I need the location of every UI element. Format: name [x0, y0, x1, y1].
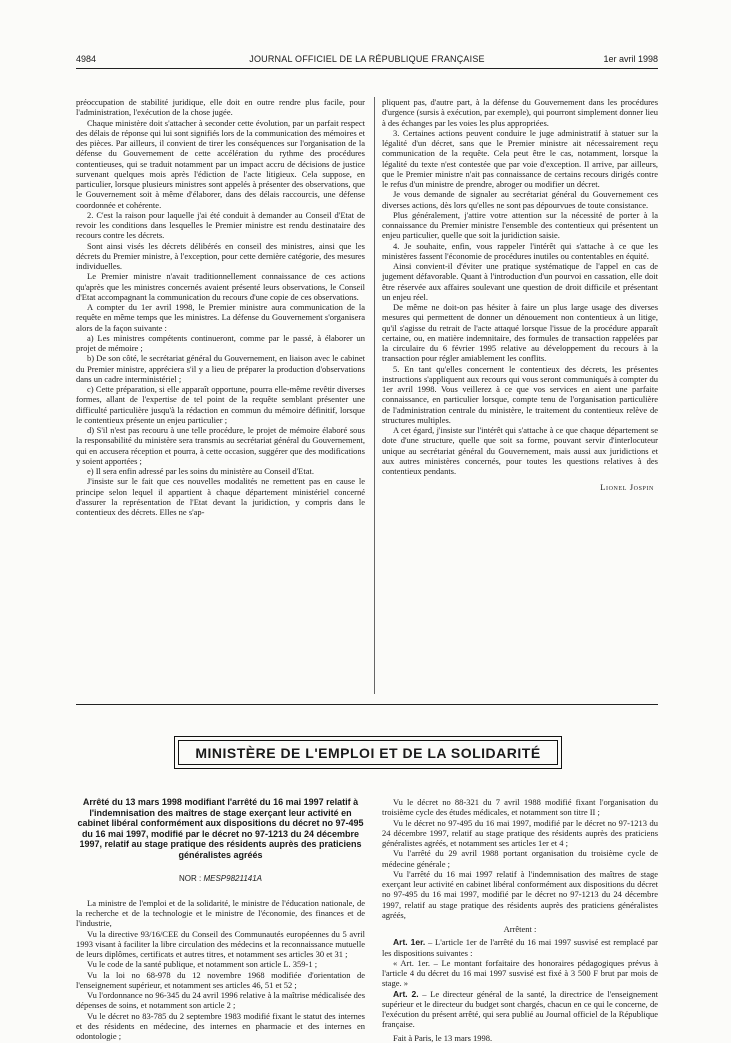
paragraph: b) De son côté, le secrétariat général du Gouvernement, en liaison avec le cabinet du Premier ministre, appréciera s'il y a lieu de préparer la production d'observations dans un cadre interministériel ;: [76, 353, 365, 384]
section-rule: [76, 704, 658, 705]
paragraph: Sont ainsi visés les décrets délibérés en conseil des ministres, ainsi que les décrets du Premier ministre, à l'exception, pour cette dernière catégorie, des mesures individuelles.: [76, 240, 365, 271]
paragraph: préoccupation de stabilité juridique, elle doit en outre rendre plus facile, pour l'administration, l'exécution de la chose jugée.: [76, 97, 365, 118]
paragraph: A compter du 1er avril 1998, le Premier ministre aura communication de la requête en même temps que les ministres. La défense du Gouvernement s'organisera alors de la façon suivante :: [76, 302, 365, 333]
paragraph: Ainsi convient-il d'éviter une pratique systématique de l'appel en cas de jugement défavorable. Quant à l'introduction d'un pourvoi en cassation, elle doit être réservée aux affaires soulevant une question de droit difficile et présentant un enjeu réel.: [382, 261, 658, 302]
paragraph: 2. C'est la raison pour laquelle j'ai été conduit à demander au Conseil d'Etat de revoir les conditions dans lesquelles le Premier ministre est rendu destinataire des recours contre les décrets.: [76, 209, 365, 241]
paragraph: Vu le code de la santé publique, et notamment son article L. 359-1 ;: [87, 959, 318, 970]
arrete-right-column: [382, 797, 658, 1043]
paragraph: c) Cette préparation, si elle apparaît opportune, pourra elle-même revêtir diverses formes, allant de l'expertise de tel point de la requête semblant présenter une difficulté particulière jusqu'à la rédaction en commun du mémoire définitif, lorsque le contentieux présente un enjeu particulier ;: [76, 384, 365, 425]
paragraph: Vu le décret no 97-495 du 16 mai 1997, modifié par le décret no 97-1213 du 24 décembre 1997, relatif au stage pratique des résidents auprès des praticiens généralistes agréés, et notamment ses articles 1er et 4 ;: [382, 817, 658, 848]
paragraph: Vu le décret no 83-785 du 2 septembre 1983 modifié fixant le statut des internes et des résidents en médecine, des internes en pharmacie et des internes en odontologie ;: [76, 1010, 365, 1042]
paragraph: Vu la loi no 68-978 du 12 novembre 1968 modifiée d'orientation de l'enseignement supérieur, et notamment ses articles 46, 51 et 52 ;: [76, 969, 365, 990]
paragraph: Je vous demande de signaler au secrétariat général du Gouvernement ces diverses actions, dès lors qu'elles ne sont pas dépourvues de toute consistance.: [382, 189, 658, 210]
arrete-left-column: [76, 797, 365, 1041]
nor-label: NOR :: [178, 873, 202, 883]
paragraph: Vu l'arrêté du 16 mai 1997 relatif à l'indemnisation des maîtres de stage exerçant leur activité en cabinet libéral conformément aux dispositions du décret no 97-495 du 16 mai 1997, modifié par le décret no 97-1213 du 24 décembre 1997, relatif au stage pratique des résidents auprès des praticiens généralistes agréés,: [382, 868, 658, 920]
done-at: Fait à Paris, le 13 mars 1998.: [393, 1032, 493, 1043]
paragraph: La ministre de l'emploi et de la solidarité, le ministre de l'éducation nationale, de la recherche et de la technologie et le ministre de l'économie, des finances et de l'industrie,: [76, 897, 365, 929]
paragraph: De même ne doit-on pas hésiter à faire un plus large usage des diverses mesures qui permettent de donner un dénouement non contentieux à un litige, qu'il s'agisse du retrait de l'acte attaqué lorsque l'issue de la procédure apparaît certaine, ou, en matière indemnitaire, des formules de transaction rappelées par la circulaire du 6 février 1995 relative au développement du recours à la transaction pour régler amiablement les conflits.: [382, 302, 658, 364]
paragraph: a) Les ministres compétents continueront, comme par le passé, à élaborer un projet de mémoire ;: [76, 332, 365, 353]
article-1-label: Art. 1er.: [393, 937, 426, 948]
paragraph: A cet égard, j'insiste sur l'intérêt qui s'attache à ce que chaque département se dote d'une structure, quelle que soit sa forme, pouvant servir d'interlocuteur unique au secrétariat général du Gouvernement, mais aussi aux juridictions et aux autres ministères concernés, pour toutes les questions relatives à des contentieux pendants.: [382, 425, 658, 476]
paragraph: e) Il sera enfin adressé par les soins du ministère au Conseil d'Etat.: [87, 466, 314, 476]
paragraph: 4. Je souhaite, enfin, vous rappeler l'intérêt qui s'attache à ce que les ministères fassent l'économie de procédures inutiles ou contentables en équité.: [382, 240, 658, 261]
arretent: Arrêtent :: [503, 924, 537, 934]
paragraph: pliquent pas, d'autre part, à la défense du Gouvernement dans les procédures d'urgence (sursis à exécution, par exemple), qui pourront simplement donner lieu à des échanges par les voies les plus appropriées.: [382, 97, 658, 128]
paragraph: Le Premier ministre n'avait traditionnellement connaissance de ces actions qu'après que les ministres concernés avaient présenté leurs observations, le Conseil d'Etat accompagnant la communication du recours d'une copie de ces observations.: [76, 271, 365, 302]
header-rule: [76, 68, 658, 69]
signature: Lionel Jospin: [600, 482, 654, 493]
circular-left-column: [76, 97, 365, 517]
circular-right-column: [382, 97, 658, 493]
ministry-heading: MINISTÈRE DE L'EMPLOI ET DE LA SOLIDARITÉ: [178, 740, 558, 765]
paragraph: J'insiste sur le fait que ces nouvelles modalités ne remettent pas en cause le principe selon lequel il appartient à chaque département ministériel concerné d'assurer la représentation de l'Etat devant la juridiction, y compris dans le contentieux des décrets. Elles ne s'ap-: [76, 476, 365, 517]
paragraph: Plus généralement, j'attire votre attention sur la nécessité de porter à la connaissance du Premier ministre l'ensemble des contentieux qui présentent un enjeu particulier, quelle que soit la juridiction saisie.: [382, 209, 658, 241]
paragraph: Vu l'ordonnance no 96-345 du 24 avril 1996 relative à la maîtrise médicalisée des dépenses de soins, et notamment son article 2 ;: [76, 990, 365, 1011]
issue-date: 1er avril 1998: [603, 54, 658, 64]
nor-code: MESP9821141A: [203, 873, 263, 883]
nor-reference: [76, 874, 365, 884]
paragraph: Vu le décret no 88-321 du 7 avril 1988 modifié fixant l'organisation du troisième cycle des études médicales, et notamment son titre II ;: [382, 797, 658, 818]
paragraph: Chaque ministère doit s'attacher à seconder cette évolution, par un parfait respect des délais de réponse qui lui sont signifiés lors de la communication des mémoires et des pièces. Par ailleurs, il convient de tirer les conséquences sur l'organisation de la défense du Gouvernement de cette accélération du rythme des procédures contentieuses, qui se traduit notamment par un impact accru de décisions de justice survenant quelques mois après l'édiction de l'acte litigieux. Cela suppose, en particulier, lorsque plusieurs ministres sont appelés à présenter des observations, que le Gouvernement soit à même d'élaborer, dans des délais raccourcis, une défense coordonnée et cohérente.: [76, 117, 365, 210]
article-2-label: Art. 2.: [393, 988, 419, 999]
article-1-text: – L'article 1er de l'arrêté du 16 mai 1997 susvisé est remplacé par les dispositions suivantes :: [382, 937, 659, 958]
page-header: [76, 54, 658, 68]
article-1-quote: « Art. 1er. – Le montant forfaitaire des honoraires pédagogiques prévus à l'article 4 du décret du 16 mai 1997 susvisé est fixé à 3 500 F brut par mois de stage. »: [382, 957, 658, 989]
paragraph: 3. Certaines actions peuvent conduire le juge administratif à statuer sur la légalité d'un décret, sans que le Premier ministre ait nécessairement reçu communication de la requête. Cela peut être le cas, notamment, lorsque la légalité du texte n'est contestée que par voie d'exception. Il arrive, par ailleurs, que le Premier ministre n'ait pas connaissance de certains recours dirigés contre le refus d'un ministre de prendre, abroger ou modifier un décret.: [382, 127, 658, 189]
paragraph: Vu la directive 93/16/CEE du Conseil des Communautés européennes du 5 avril 1993 visant à faciliter la libre circulation des médecins et la reconnaissance mutuelle de leurs diplômes, certificats et autres titres, et notamment ses articles 30 et 31 ;: [76, 928, 365, 960]
article-2-text: – Le directeur général de la santé, la directrice de l'enseignement supérieur et le directeur du budget sont chargés, chacun en ce qui le concerne, de l'exécution du présent arrêté, qui sera publié au Journal officiel de la République française.: [382, 988, 659, 1030]
paragraph: d) S'il n'est pas recouru à une telle procédure, le projet de mémoire élaboré sous la responsabilité du ministère sera transmis au secrétariat général du Gouvernement, qui en accusera réception et pourra, à cette occasion, suggérer que des modifications y soient apportées ;: [76, 425, 365, 466]
article-1: [382, 937, 658, 958]
arrete-title: Arrêté du 13 mars 1998 modifiant l'arrêté du 16 mai 1997 relatif à l'indemnisation des maîtres de stage exerçant leur activité en cabinet libéral conformément aux dispositions du décret no 97-495 du 16 mai 1997, modifié par le décret no 97-1213 du 24 décembre 1997, relatif au stage pratique des résidents auprès des praticiens généralistes agréés: [77, 797, 364, 860]
article-2: [382, 989, 658, 1030]
paragraph: 5. En tant qu'elles concernent le contentieux des décrets, les présentes instructions s'appliquent aux recours qui vous seront communiqués à compter du 1er avril 1998. Vous veillerez à ce que vos services en aient une parfaite connaissance, en particulier lorsque, compte tenu de l'organisation particulière de l'administration centrale du ministère, le traitement du contentieux relève de structures multiples.: [382, 363, 658, 425]
ministry-heading-box: [174, 736, 562, 769]
column-separator: [374, 97, 375, 694]
page-number: 4984: [76, 54, 97, 64]
paragraph: Vu l'arrêté du 29 avril 1988 portant organisation du troisième cycle de médecine générale ;: [382, 848, 658, 869]
journal-title: JOURNAL OFFICIEL DE LA RÉPUBLIQUE FRANÇAISE: [249, 54, 485, 64]
